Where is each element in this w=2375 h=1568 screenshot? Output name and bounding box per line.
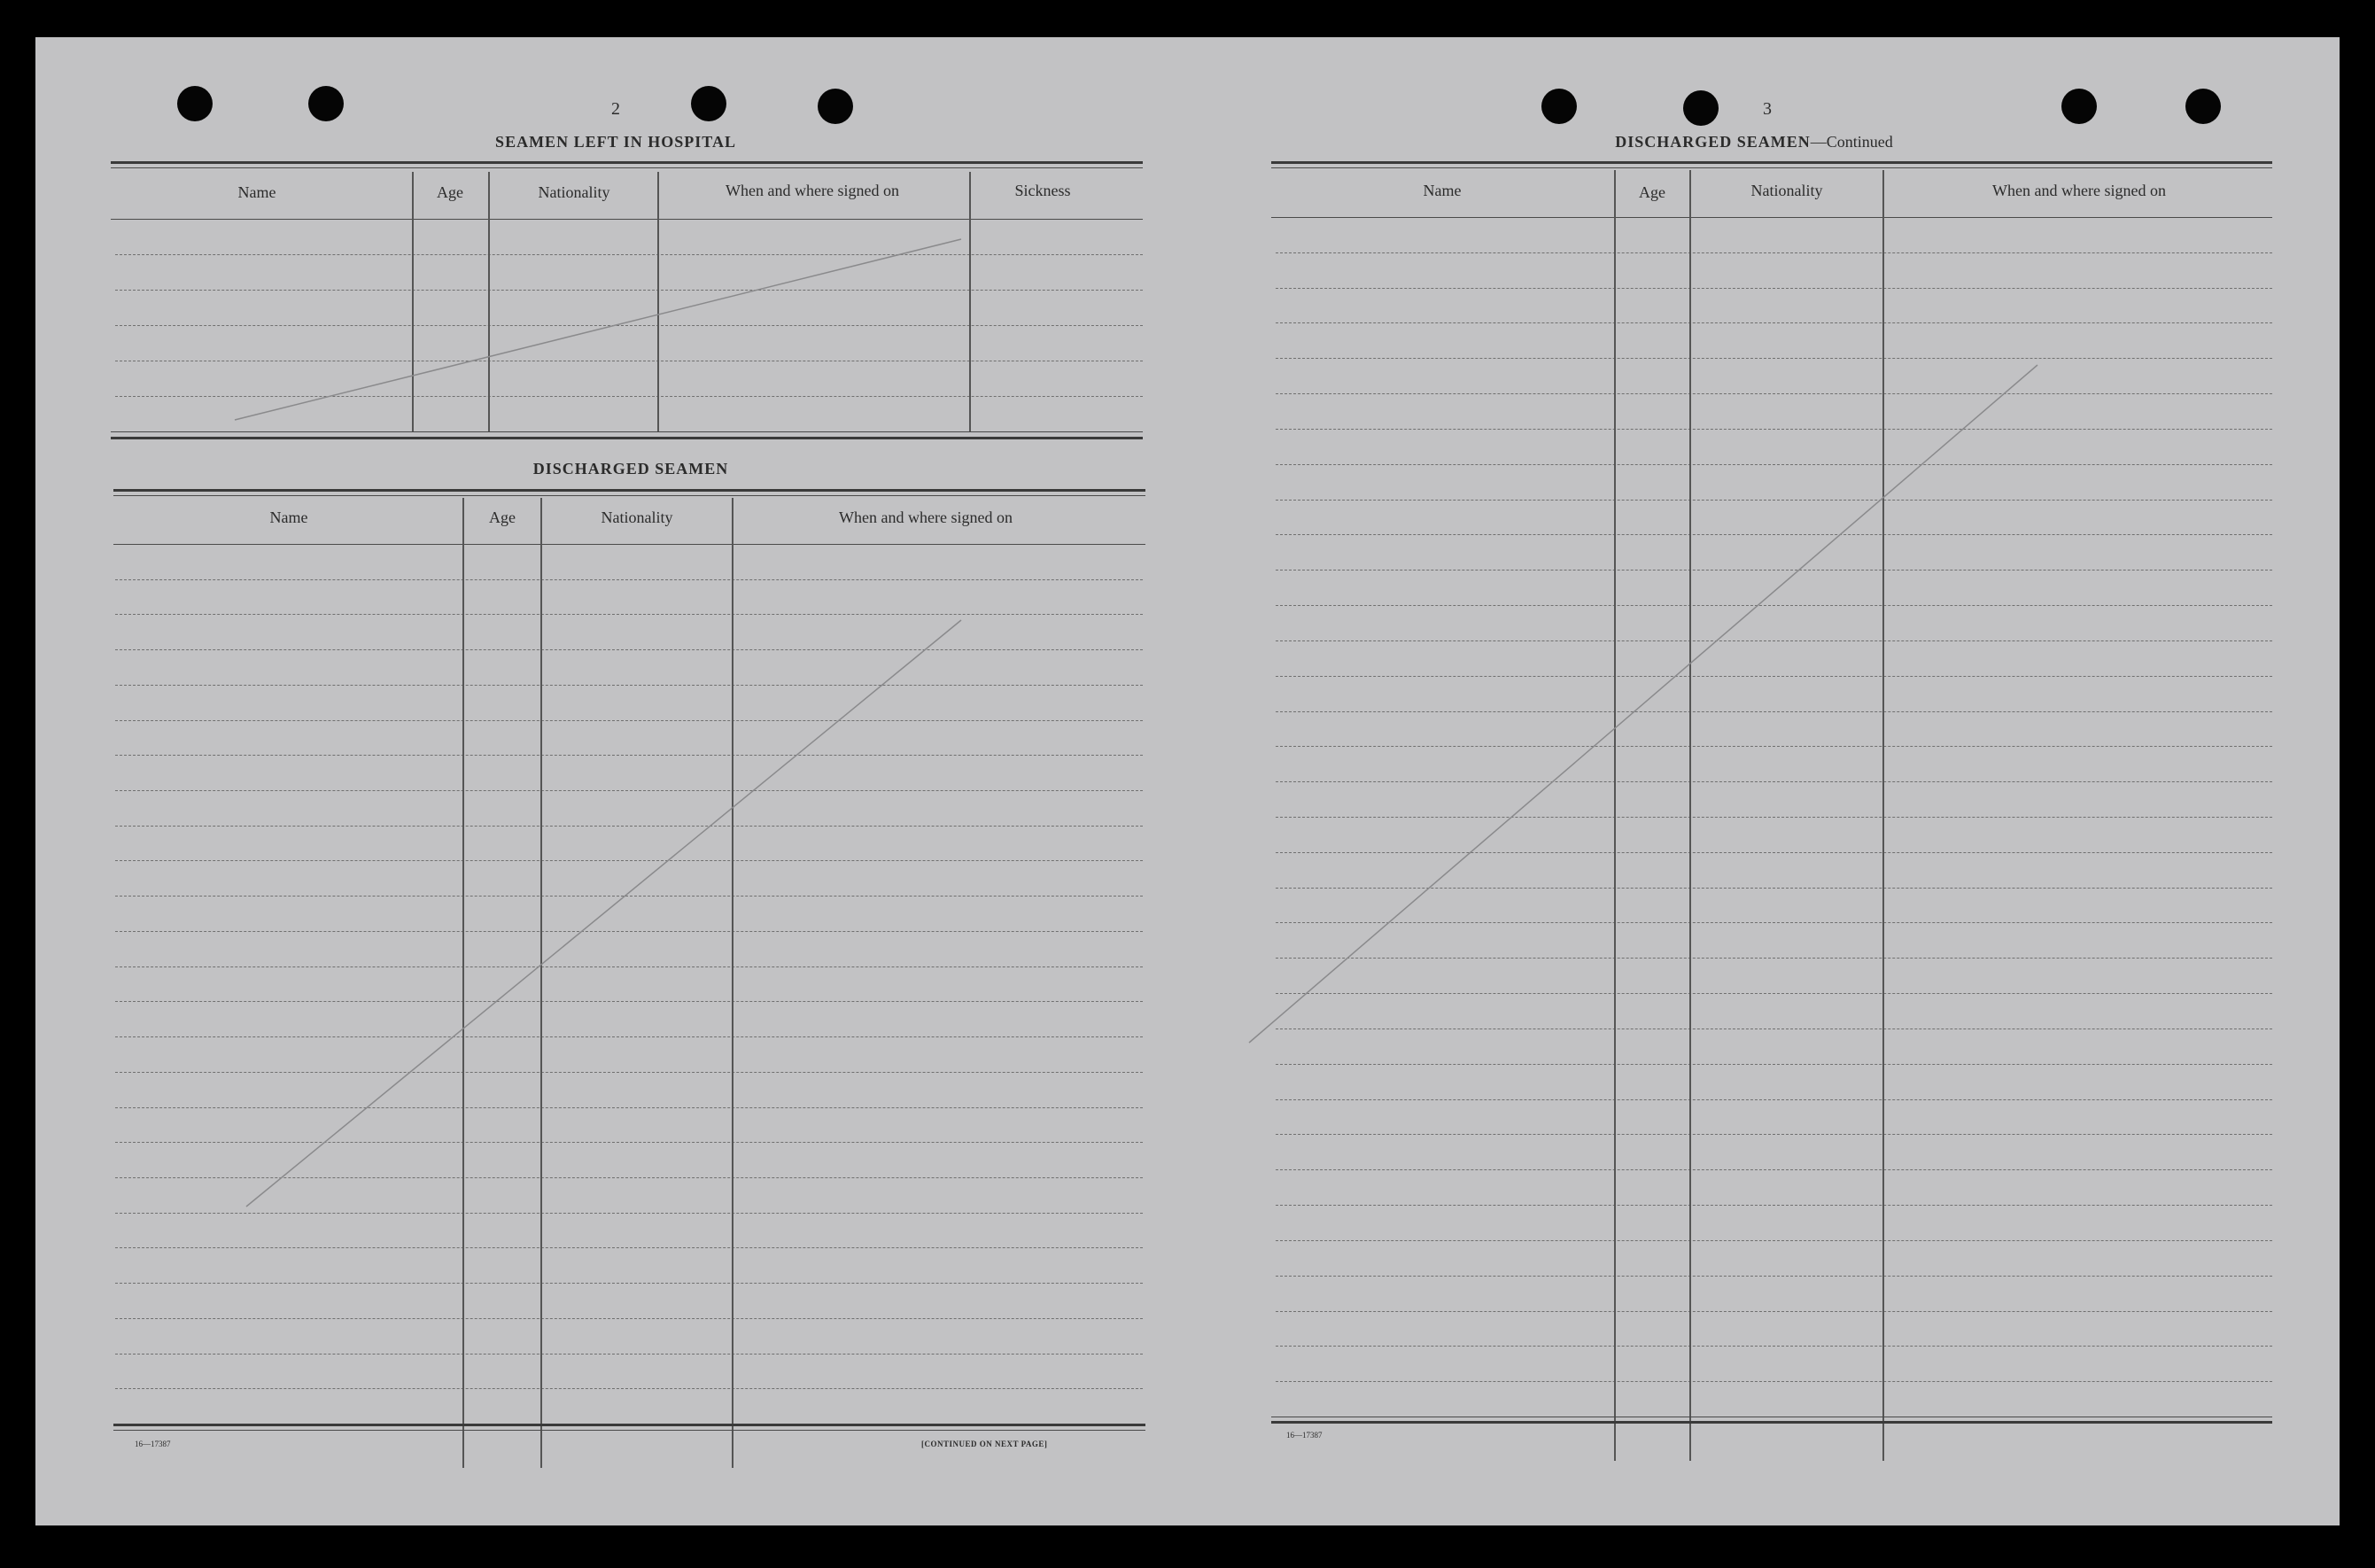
scanned-document — [35, 37, 2340, 1525]
col-header-nationality: Nationality — [538, 183, 610, 201]
col-header-name: Name — [1423, 182, 1462, 199]
col-header-age: Age — [1639, 183, 1665, 201]
title-continued: —Continued — [1810, 133, 1893, 151]
pencil-strike-lines — [35, 37, 2340, 1525]
pencil-line — [1249, 365, 2037, 1043]
pencil-line — [246, 620, 961, 1207]
form-code: 16—17387 — [135, 1440, 171, 1448]
col-header-signed-on: When and where signed on — [839, 508, 1013, 526]
col-header-signed-on: When and where signed on — [726, 182, 899, 199]
page-number-right: 3 — [1763, 99, 1772, 119]
continued-note: [CONTINUED ON NEXT PAGE] — [921, 1440, 1048, 1448]
col-header-name: Name — [269, 508, 308, 526]
col-header-sickness: Sickness — [1014, 182, 1071, 199]
form-code: 16—17387 — [1286, 1431, 1323, 1440]
page-number-left: 2 — [611, 99, 620, 119]
title-main: DISCHARGED SEAMEN — [1615, 133, 1811, 151]
discharged-table-title: DISCHARGED SEAMEN — [532, 460, 729, 477]
hospital-table-title: SEAMEN LEFT IN HOSPITAL — [495, 133, 736, 151]
col-header-nationality: Nationality — [601, 508, 673, 526]
col-header-name: Name — [237, 183, 276, 201]
pencil-line — [235, 239, 961, 420]
col-header-nationality: Nationality — [1750, 182, 1823, 199]
col-header-age: Age — [437, 183, 463, 201]
col-header-age: Age — [489, 508, 516, 526]
col-header-signed-on: When and where signed on — [1992, 182, 2166, 199]
